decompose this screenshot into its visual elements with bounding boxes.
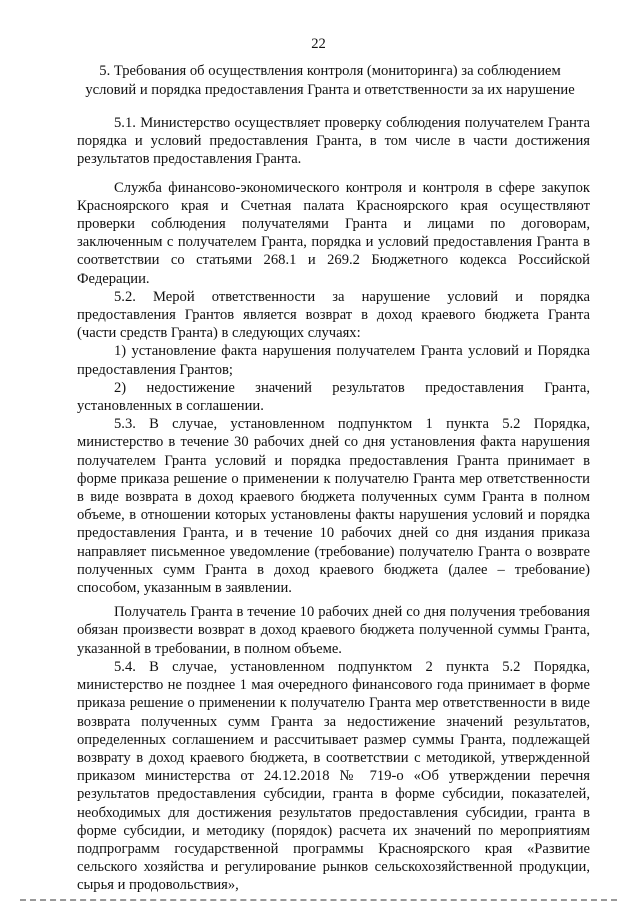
paragraph-recipient-return: Получатель Гранта в течение 10 рабочих дней со дня получения требования обязан произвести возврат в доход краевого бюджета полученной суммы Гранта, указанной в требовании, в полном объеме. — [77, 604, 590, 657]
document-body — [77, 114, 590, 895]
paragraph-control-service: Служба финансово-экономического контроля и контроля в сфере закупок Красноярского края и Счетная палата Красноярского края осуществляют проверки соблюдения получателями Гранта и лицами по договорам, заключенным с получателем Гранта, порядка и условий предоставления Гранта в соответствии со статьями 268.1 и 269.2 Бюджетного кодекса Российской Федерации. — [77, 179, 590, 287]
section-heading-line-1: 5. Требования об осуществления контроля (мониторинга) за соблюдением — [99, 63, 561, 79]
paragraph-5-2: 5.2. Мерой ответственности за нарушение условий и порядка предоставления Грантов является возврат в доход краевого бюджета Гранта (части средств Гранта) в следующих случаях: — [77, 288, 590, 342]
paragraph-5-1: 5.1. Министерство осуществляет проверку соблюдения получателем Гранта порядка и условий предоставления Гранта, в том числе в части достижения результатов предоставления Гранта. — [77, 115, 590, 168]
list-item-2: 2) недостижение значений результатов предоставления Гранта, установленных в соглашении. — [77, 379, 590, 415]
paragraph-5-3: 5.3. В случае, установленном подпунктом 1 пункта 5.2 Порядка, министерство в течение 30 рабочих дней со дня установления факта нарушения получателем Гранта условий и порядка предоставления Гранта принимает в форме приказа решение о применении к получателю Гранта мер ответственности в виде возврата в доход краевого бюджета полученных сумм Гранта в полном объеме, в отношении которых установлены факты нарушения условий и порядка предоставления Гранта, и в течение 10 рабочих дней со дня издания приказа направляет письменное уведомление (требование) получателю Гранта о возврате полученных сумм Гранта в доход краевого бюджета (далее – требование) способом, указанным в заявлении. — [77, 416, 590, 597]
section-heading — [70, 62, 590, 100]
paragraph-5-4: 5.4. В случае, установленном подпунктом 2 пункта 5.2 Порядка, министерство не позднее 1 мая очередного финансового года принимает в форме приказа решение о применении к получателю Гранта мер ответственности в виде возврата полученных сумм Гранта за недостижение значений результатов, определенных соглашением и рассчитывает размер суммы Гранта, подлежащей возврату в доход краевого бюджета, в соответствии с методикой, утвержденной приказом министерства от 24.12.2018 № 719-о «Об утверждении перечня результатов предоставления субсидии, гранта в форме субсидии, показателей, необходимых для достижения результатов предоставления субсидии, гранта в форме субсидии, и методику (порядок) расчета их значений по мероприятиям подпрограмм государственной программы Красноярского края «Развитие сельского хозяйства и регулирование рынков сельскохозяйственной продукции, сырья и продовольствия», — [77, 658, 590, 894]
list-item-1: 1) установление факта нарушения получателем Гранта условий и Порядка предоставления Грантов; — [77, 343, 590, 378]
page-number: 22 — [311, 36, 326, 52]
section-heading-line-2: условий и порядка предоставления Гранта и ответственности за их нарушение — [85, 82, 575, 98]
page-bottom-edge — [20, 899, 617, 901]
